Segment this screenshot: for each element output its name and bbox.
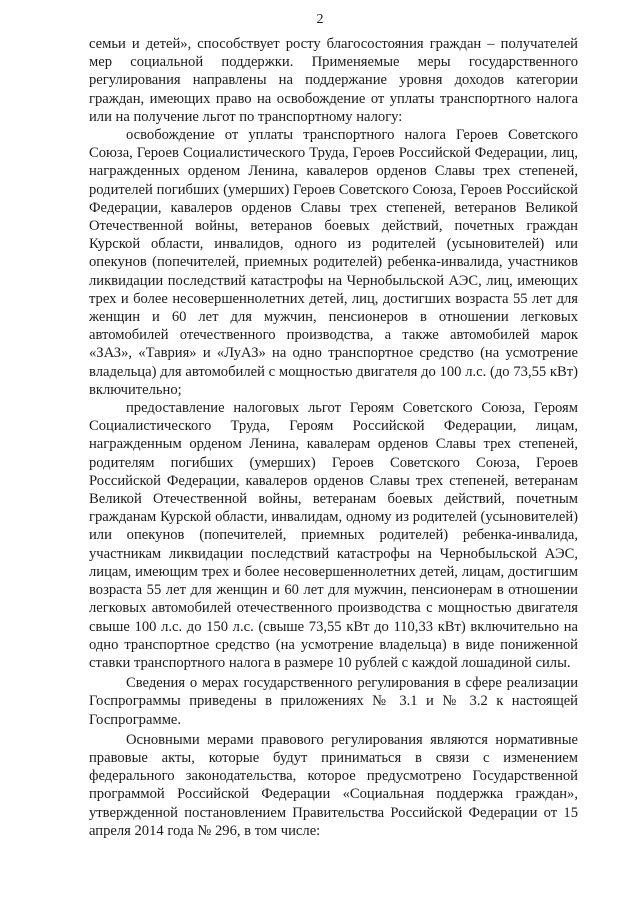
- page-number: 2: [316, 12, 324, 27]
- document-body: [89, 35, 578, 840]
- paragraph-regulation-info: Сведения о мерах государственного регулирования в сфере реализации Госпрограммы приведены в приложениях № 3.1 и № 3.2 к настоящей Госпрограмме.: [89, 675, 578, 728]
- paragraph-tax-benefits: предоставление налоговых льгот Героям Советского Союза, Героям Социалистического Труда, Героям Российской Федерации, лицам, награжденным орденом Ленина, кавалерам орденов Славы трех степеней, родителям погибших (умерших) Героев Советского Союза, Героев Российской Федерации, кавалеров орденов Славы трех степеней, ветеранам Великой Отечественной войны, ветеранам боевых действий, почетным гражданам Курской области, инвалидам, одному из родителей (усыновителей) или опекунов (попечителей, приемных родителей) ребенка-инвалида, участникам ликвидации последствий катастрофы на Чернобыльской АЭС, лицам, имеющим трех и более несовершеннолетних детей, лицам, достигшим возраста 55 лет для женщин и 60 лет для мужчин, пенсионерам в отношении легковых автомобилей отечественного производства с мощностью двигателя свыше 100 л.с. до 150 л.с. (свыше 73,55 кВт до 110,33 кВт) включительно на одно транспортное средство (на усмотрение владельца) в виде пониженной ставки транспортного налога в размере 10 рублей с каждой лошадиной силы.: [89, 400, 578, 671]
- paragraph-tax-exemption: освобождение от уплаты транспортного налога Героев Советского Союза, Героев Социалистического Труда, Героев Российской Федерации, лиц, награжденных орденом Ленина, кавалеров орденов Славы трех степеней, родителей погибших (умерших) Героев Советского Союза, Героев Российской Федерации, кавалеров орденов Славы трех степеней, ветеранов Великой Отечественной войны, ветеранов боевых действий, почетных граждан Курской области, инвалидов, одного из родителей (усыновителей) или опекунов (попечителей, приемных родителей) ребенка-инвалида, участников ликвидации последствий катастрофы на Чернобыльской АЭС, лиц, имеющих трех и более несовершеннолетних детей, лиц, достигших возраста 55 лет для женщин и 60 лет для мужчин, пенсионеров в отношении легковых автомобилей отечественного производства, а также автомобилей марок «ЗАЗ», «Таврия» и «ЛуАЗ» на одно транспортное средство (на усмотрение владельца) для автомобилей с мощностью двигателя до 100 л.с. (до 73,55 кВт) включительно;: [89, 127, 578, 398]
- paragraph-legal-measures: Основными мерами правового регулирования являются нормативные правовые акты, которые будут приниматься в связи с изменением федерального законодательства, которое предусмотрено Государственной программой Российской Федерации «Социальная поддержка граждан», утвержденной постановлением Правительства Российской Федерации от 15 апреля 2014 года № 296, в том числе:: [89, 731, 578, 839]
- paragraph-intro: семьи и детей», способствует росту благосостояния граждан – получателей мер социальной поддержки. Применяемые меры государственного регулирования направлены на поддержание уровня доходов категории граждан, имеющих право на освобождение от уплаты транспортного налога или на получение льгот по транспортному налогу:: [89, 36, 578, 125]
